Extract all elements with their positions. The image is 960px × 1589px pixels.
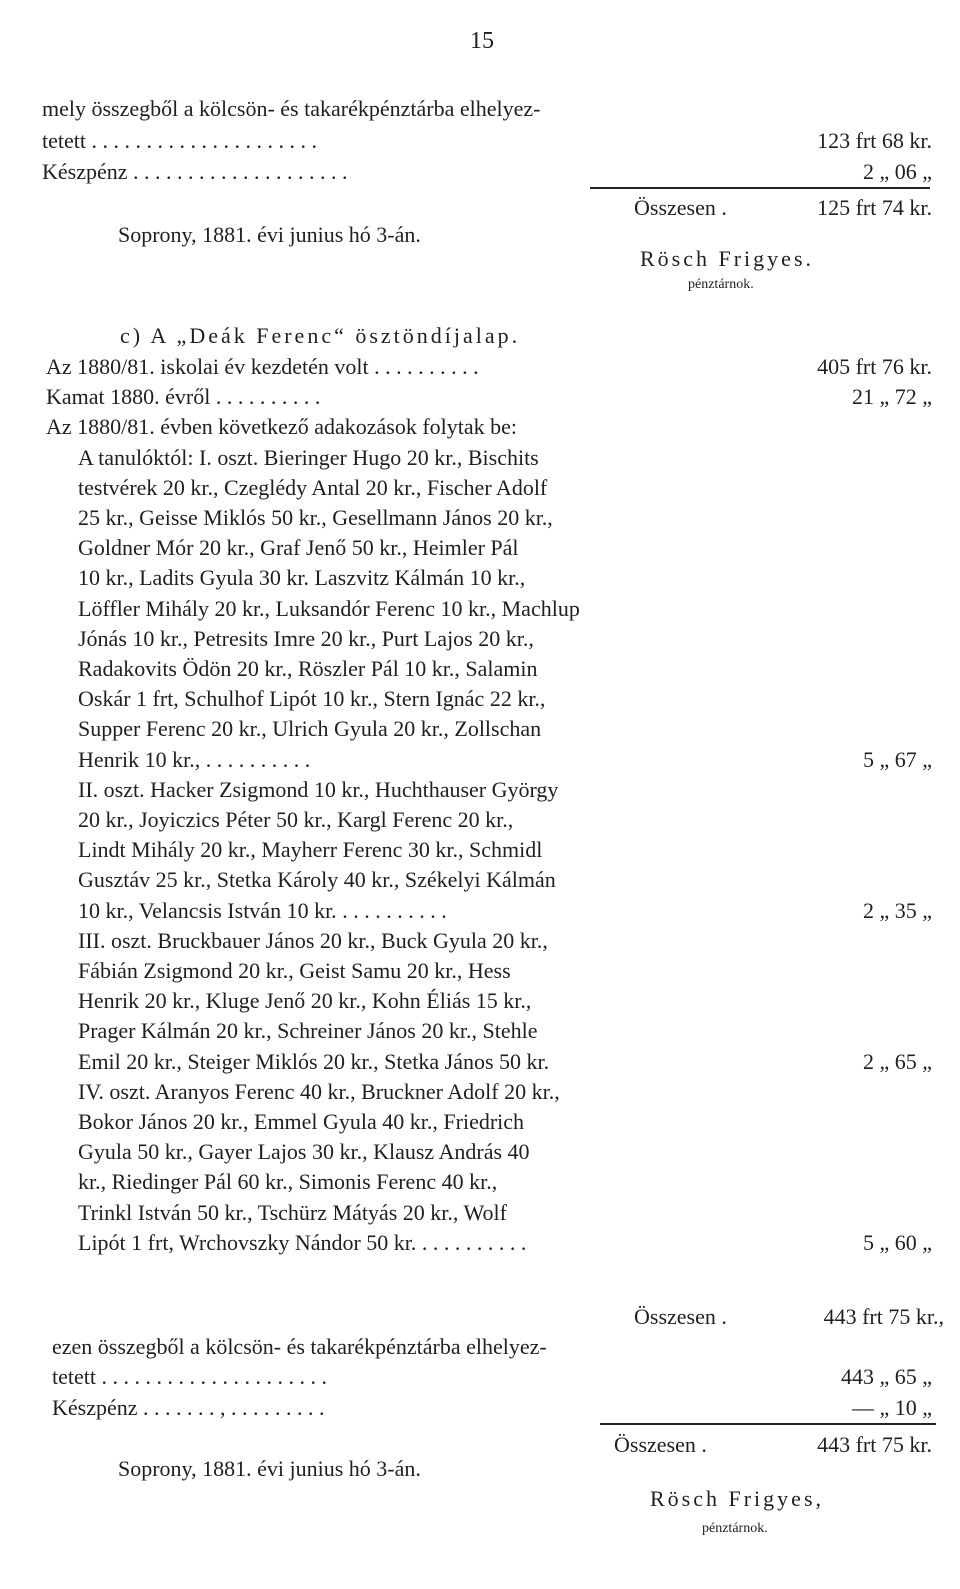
entry-text: Trinkl István 50 kr., Tschürz Mátyás 20 kr., Wolf [78, 1200, 507, 1225]
entry-text: testvérek 20 kr., Czeglédy Antal 20 kr., Fischer Adolf [78, 475, 548, 500]
top-date: Soprony, 1881. évi junius hó 3-án. [118, 222, 421, 247]
entry-text: Gyula 50 kr., Gayer Lajos 30 kr., Klausz András 40 [78, 1139, 530, 1164]
entry-text: Bokor János 20 kr., Emmel Gyula 40 kr., Friedrich [78, 1109, 525, 1134]
top-line-2-label: tetett . . . . . . . . . . . . . . . . . . . . . [42, 128, 317, 153]
entry-text: 10 kr., Ladits Gyula 30 kr. Laszvitz Kálmán 10 kr., [78, 565, 526, 590]
entry-text: Löffler Mihály 20 kr., Luksandór Ferenc 10 kr., Machlup [78, 596, 580, 621]
top-line-2-amount: 123 frt 68 kr. [817, 128, 932, 153]
entry-amount: 405 frt 76 kr. [817, 354, 932, 379]
entry-text: Az 1880/81. iskolai év kezdetén volt . . . . . . . . . . [46, 354, 479, 379]
entry-text: Prager Kálmán 20 kr., Schreiner János 20 kr., Stehle [78, 1018, 538, 1043]
top-signer-title: pénztárnok. [688, 277, 754, 292]
bottom-line-3-label: Készpénz . . . . . . . , . . . . . . . . . [52, 1395, 325, 1420]
top-line-1: mely összegből a kölcsön- és takarékpénztárba elhelyez- [42, 96, 541, 121]
entry-text: Lipót 1 frt, Wrchovszky Nándor 50 kr. . . . . . . . . . . [78, 1230, 527, 1255]
entry-text: Radakovits Ödön 20 kr., Röszler Pál 10 kr., Salamin [78, 656, 538, 681]
bottom-total1-amount: 443 frt 75 kr., [823, 1304, 944, 1329]
sum-rule [590, 187, 930, 189]
entry-text: II. oszt. Hacker Zsigmond 10 kr., Huchthauser György [78, 777, 559, 802]
entry-text: kr., Riedinger Pál 60 kr., Simonis Ferenc 40 kr., [78, 1169, 498, 1194]
bottom-total2-amount: 443 frt 75 kr. [817, 1432, 932, 1457]
bottom-total1-label: Összesen . [634, 1304, 727, 1329]
entry-text: Kamat 1880. évről . . . . . . . . . . [46, 384, 321, 409]
top-line-3-amount: 2 „ 06 „ [862, 159, 932, 184]
section-title: c) A „Deák Ferenc“ ösztöndíjalap. [120, 323, 521, 348]
entry-text: Az 1880/81. évben következő adakozások folytak be: [46, 414, 518, 439]
bottom-line-2-amount: 443 „ 65 „ [840, 1364, 932, 1389]
entry-text: 20 kr., Joyiczics Péter 50 kr., Kargl Ferenc 20 kr., [78, 807, 514, 832]
entry-text: Gusztáv 25 kr., Stetka Károly 40 kr., Székelyi Kálmán [78, 867, 556, 892]
entry-amount: 2 „ 65 „ [862, 1049, 932, 1074]
entry-text: Henrik 10 kr., . . . . . . . . . . [78, 747, 311, 772]
top-signer: Rösch Frigyes. [640, 246, 814, 271]
entry-text: Goldner Mór 20 kr., Graf Jenő 50 kr., Heimler Pál [78, 535, 519, 560]
top-line-3-label: Készpénz . . . . . . . . . . . . . . . . . . . . [42, 159, 348, 184]
entry-text: Supper Ferenc 20 kr., Ulrich Gyula 20 kr., Zollschan [78, 716, 542, 741]
sum-rule [600, 1423, 936, 1425]
entry-text: Fábián Zsigmond 20 kr., Geist Samu 20 kr., Hess [78, 958, 511, 983]
entry-amount: 5 „ 60 „ [862, 1230, 932, 1255]
top-total-label: Összesen . [634, 195, 727, 220]
entry-text: III. oszt. Bruckbauer János 20 kr., Buck Gyula 20 kr., [78, 928, 548, 953]
entry-text: A tanulóktól: I. oszt. Bieringer Hugo 20 kr., Bischits [78, 445, 539, 470]
entry-text: IV. oszt. Aranyos Ferenc 40 kr., Bruckner Adolf 20 kr., [78, 1079, 560, 1104]
entry-amount: 5 „ 67 „ [862, 747, 932, 772]
bottom-line-3-amount: — „ 10 „ [851, 1395, 932, 1420]
bottom-signer: Rösch Frigyes, [650, 1486, 824, 1511]
bottom-line-1: ezen összegből a kölcsön- és takarékpénztárba elhelyez- [52, 1334, 547, 1359]
entry-text: Oskár 1 frt, Schulhof Lipót 10 kr., Stern Ignác 22 kr., [78, 686, 546, 711]
entry-text: Henrik 20 kr., Kluge Jenő 20 kr., Kohn Éliás 15 kr., [78, 988, 532, 1013]
entry-text: 10 kr., Velancsis István 10 kr. . . . . . . . . . . [78, 898, 447, 923]
bottom-total2-label: Összesen . [614, 1432, 707, 1457]
bottom-signer-title: pénztárnok. [702, 1521, 768, 1536]
entry-amount: 2 „ 35 „ [862, 898, 932, 923]
entry-text: Lindt Mihály 20 kr., Mayherr Ferenc 30 kr., Schmidl [78, 837, 543, 862]
bottom-date: Soprony, 1881. évi junius hó 3-án. [118, 1456, 421, 1481]
entry-text: Jónás 10 kr., Petresits Imre 20 kr., Purt Lajos 20 kr., [78, 626, 534, 651]
entry-text: Emil 20 kr., Steiger Miklós 20 kr., Stetka János 50 kr. [78, 1049, 550, 1074]
entry-amount: 21 „ 72 „ [851, 384, 932, 409]
page-number: 15 [470, 28, 494, 54]
entry-text: 25 kr., Geisse Miklós 50 kr., Gesellmann János 20 kr., [78, 505, 553, 530]
bottom-line-2-label: tetett . . . . . . . . . . . . . . . . . . . . . [52, 1364, 327, 1389]
top-total-amount: 125 frt 74 kr. [817, 195, 932, 220]
